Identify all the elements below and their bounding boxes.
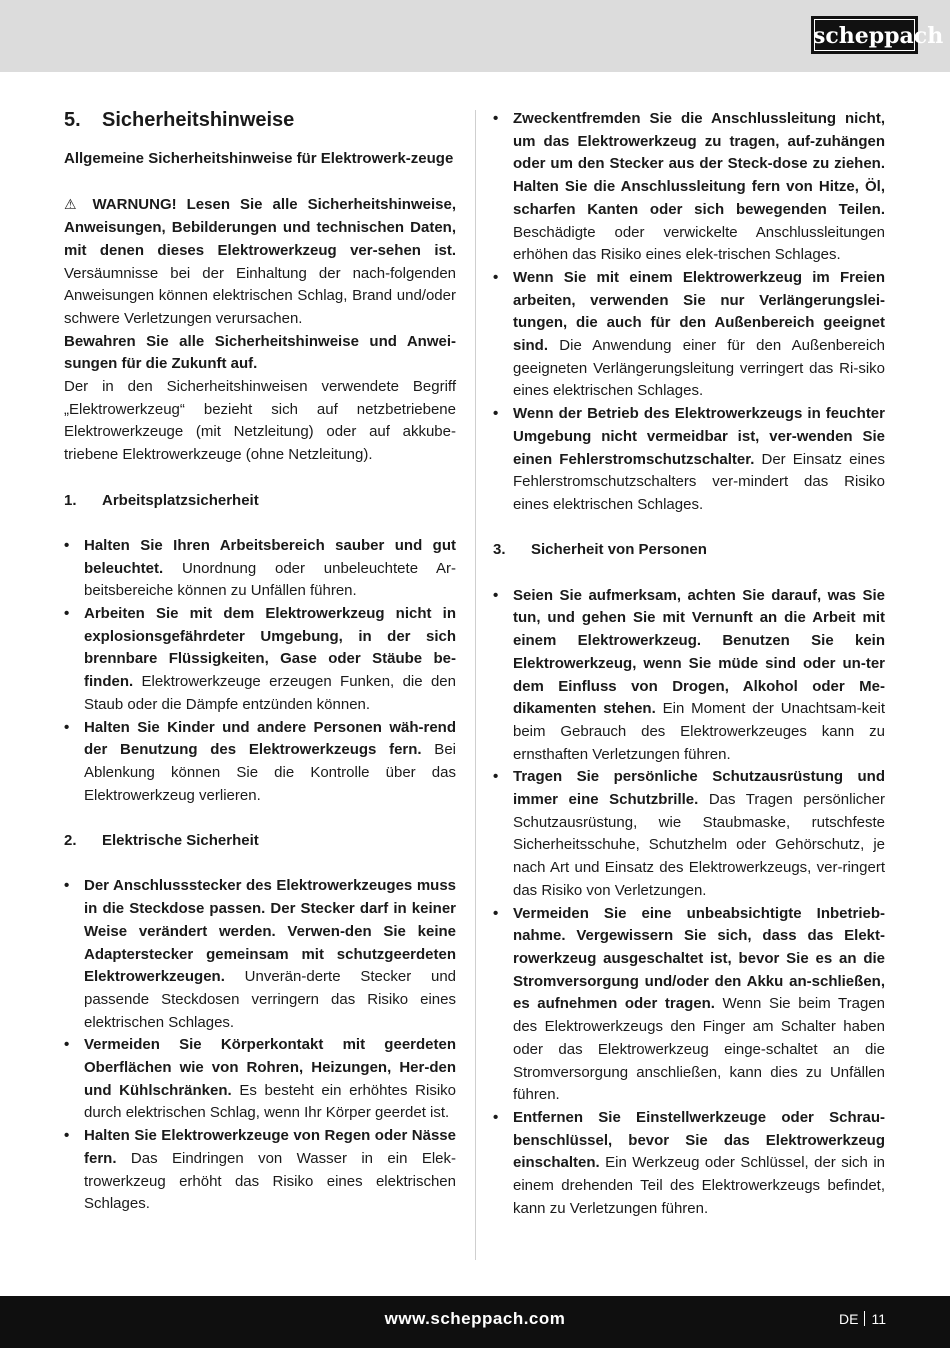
- warning-paragraph: [64, 193, 456, 330]
- section-number: 5.: [64, 109, 81, 131]
- page-footer: [0, 1296, 950, 1348]
- section-title: Sicherheitshinweise: [102, 109, 295, 131]
- keep-instructions: [64, 331, 456, 376]
- list-item: • Wenn der Betrieb des Elektrowerkzeugs in feuchter Umgebung nicht vermeidbar ist, ver-wenden Sie einen Fehlerstromschutzschalter. Der Einsatz eines Fehlerstromschutzschalters ver-mindert das Risiko eines elektrischen Schlages.: [493, 403, 885, 517]
- list-item: • Tragen Sie persönliche Schutzausrüstung und immer eine Schutzbrille. Das Tragen persönlicher Schutzausrüstung, wie Staubmaske, rutschfeste Sicherheitsschuhe, Schutzhelm oder Gehörschutz, je nach Art und Einsatz des Elektrowerkzeugs, ver-ringert das Risiko von Verletzungen.: [493, 766, 885, 902]
- list-item: • Halten Sie Kinder und andere Personen wäh-rend der Benutzung des Elektrowerkzeugs fern. Bei Ablenkung können Sie die Kontrolle über das Elektrowerkzeug verlieren.: [64, 717, 456, 808]
- workplace-safety-list: [64, 535, 456, 807]
- subsection-heading-1: [64, 490, 456, 513]
- subsection-heading-3: [493, 539, 885, 562]
- page-indicator: [839, 1311, 886, 1327]
- warning-bold-text: WARNUNG! Lesen Sie alle Sicherheitshinweise, Anweisungen, Bebilderungen und technischen Daten, mit denen dieses Elektrowerkzeug ver-sehen ist.: [64, 196, 456, 259]
- subsection-number: 2.: [64, 832, 77, 850]
- keep-instructions-bold: Bewahren Sie alle Sicherheitshinweise und Anwei-sungen für die Zukunft auf.: [64, 332, 456, 373]
- list-item: • Vermeiden Sie Körperkontakt mit geerdeten Oberflächen wie von Rohren, Heizungen, Her-den und Kühlschränken. Es besteht ein erhöhtes Risiko durch elektrischen Schlag, wenn Ihr Körper geerdet ist.: [64, 1034, 456, 1125]
- list-item: • Der Anschlussstecker des Elektrowerkzeuges muss in die Steckdose passen. Der Stecker darf in keiner Weise verändert werden. Verwen-den Sie keine Adapterstecker gemeinsam mit schutzgeerdeten Elektrowerkzeugen. Unverän-derte Stecker und passende Steckdosen verringern das Risiko eines elektrischen Schlages.: [64, 875, 456, 1034]
- subsection-title: Elektrische Sicherheit: [102, 832, 259, 850]
- language-code: DE: [839, 1311, 859, 1327]
- website-link[interactable]: www.scheppach.com: [384, 1309, 566, 1328]
- subsection-number: 1.: [64, 491, 77, 509]
- term-definition: Der in den Sicherheitshinweisen verwendete Begriff „Elektrowerkzeug“ bezieht sich auf netzbetriebene Elektrowerkzeuge (mit Netzleitung) oder auf akkube-triebene Elektrowerkzeuge (ohne Netzleitung).: [64, 378, 456, 464]
- left-column: [64, 108, 456, 1216]
- subsection-title: Sicherheit von Personen: [531, 541, 707, 559]
- list-item: • Halten Sie Ihren Arbeitsbereich sauber und gut beleuchtet. Unordnung oder unbeleuchtete Ar-beitsbereiche können zu Unfällen führen.: [64, 535, 456, 603]
- scheppach-logo: scheppach: [811, 16, 918, 54]
- page-number: 11: [871, 1311, 886, 1327]
- warning-text: Versäumnisse bei der Einhaltung der nach-folgenden Anweisungen können elektrischen Schlag, Brand und/oder schwere Verletzungen verursachen.: [64, 264, 456, 327]
- electrical-safety-list-continued: [493, 108, 885, 517]
- list-item: • Zweckentfremden Sie die Anschlussleitung nicht, um das Elektrowerkzeug zu tragen, auf-zuhängen oder um den Stecker aus der Steck-dose zu ziehen. Halten Sie die Anschlussleitung fern von Hitze, Öl, scharfen Kanten oder sich bewegenden Teilen. Beschädigte oder verwickelte Anschlussleitungen erhöhen das Risiko eines elek-trischen Schlages.: [493, 108, 885, 267]
- column-divider: [475, 110, 476, 1260]
- right-column: [493, 108, 885, 1220]
- list-item: • Arbeiten Sie mit dem Elektrowerkzeug nicht in explosionsgefährdeter Umgebung, in der sich brennbare Flüssigkeiten, Gase oder Stäube be-finden. Elektrowerkzeuge erzeugen Funken, die den Staub oder die Dämpfe entzünden können.: [64, 603, 456, 717]
- electrical-safety-list: [64, 875, 456, 1216]
- section-heading: [64, 108, 456, 132]
- intro-heading: Allgemeine Sicherheitshinweise für Elektrowerk-zeuge: [64, 150, 454, 167]
- list-item: • Seien Sie aufmerksam, achten Sie darauf, was Sie tun, und gehen Sie mit Vernunft an die Arbeit mit einem Elektrowerkzeug. Benutzen Sie kein Elektrowerkzeug, wenn Sie müde sind oder un-ter dem Einfluss von Drogen, Alkohol oder Me-dikamenten stehen. Ein Moment der Unachtsam-keit beim Gebrauch des Elektrowerkzeuges kann zu ernsthaften Verletzungen führen.: [493, 585, 885, 767]
- warning-triangle-icon: ⚠: [64, 196, 83, 213]
- subsection-heading-2: [64, 830, 456, 853]
- personal-safety-list: [493, 585, 885, 1221]
- list-item: • Wenn Sie mit einem Elektrowerkzeug im Freien arbeiten, verwenden Sie nur Verlängerungslei-tungen, die auch für den Außenbereich geeignet sind. Die Anwendung einer für den Außenbereich geeigneten Verlängerungsleitung verringert das Ri-siko eines elektrischen Schlages.: [493, 267, 885, 403]
- subsection-number: 3.: [493, 541, 506, 559]
- subsection-title: Arbeitsplatzsicherheit: [102, 491, 259, 509]
- page-separator: [864, 1311, 865, 1326]
- list-item: • Vermeiden Sie eine unbeabsichtigte Inbetrieb-nahme. Vergewissern Sie sich, dass das Elekt-rowerkzeug ausgeschaltet ist, bevor Sie es an die Stromversorgung und/oder den Akku an-schließen, es aufnehmen oder tragen. Wenn Sie beim Tragen des Elektrowerkzeugs den Finger am Schalter haben oder das Elektrowerkzeug einge-schaltet an die Stromversorgung anschließen, kann dies zu Unfällen führen.: [493, 903, 885, 1107]
- list-item: • Entfernen Sie Einstellwerkzeuge oder Schrau-benschlüssel, bevor Sie das Elektrowerkzeug einschalten. Ein Werkzeug oder Schlüssel, der sich in einem drehenden Teil des Elektrowerkzeugs befindet, kann zu Verletzungen führen.: [493, 1107, 885, 1221]
- list-item: • Halten Sie Elektrowerkzeuge von Regen oder Nässe fern. Das Eindringen von Wasser in ein Elek-trowerkzeug erhöht das Risiko eines elektrischen Schlages.: [64, 1125, 456, 1216]
- page-header: [0, 0, 950, 72]
